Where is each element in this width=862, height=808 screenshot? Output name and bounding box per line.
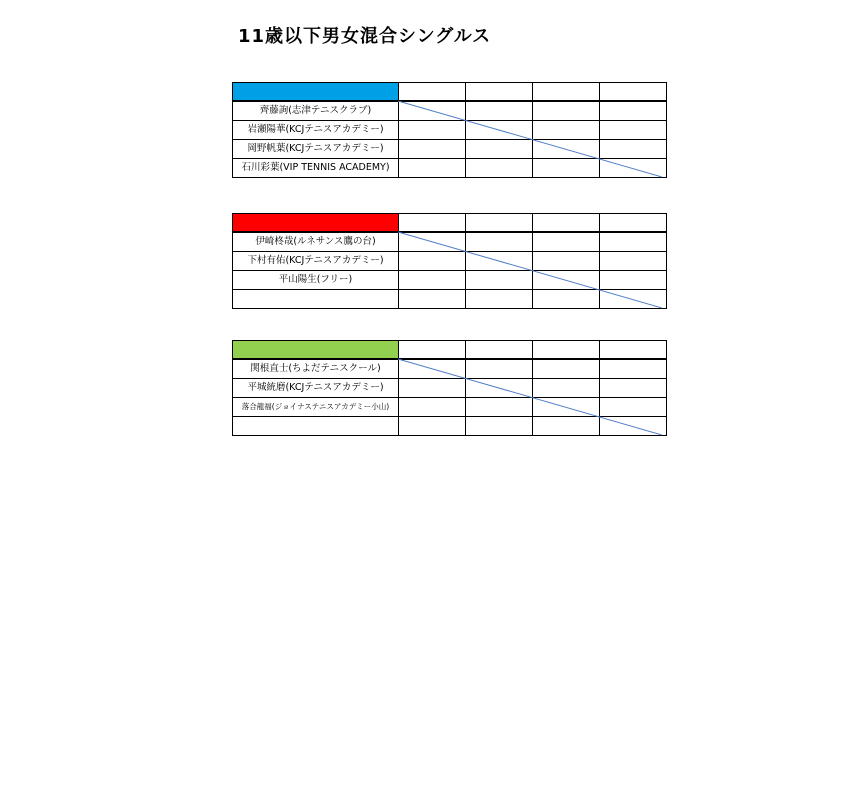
result-cell [533, 232, 600, 252]
player-row [233, 271, 667, 290]
result-cell [600, 359, 667, 379]
group-color-cell [233, 83, 399, 102]
player-name: 岡野帆葉(KCJテニスアカデミー) [233, 140, 399, 159]
result-cell [533, 121, 600, 140]
result-cell [399, 290, 466, 309]
header-cell [533, 83, 600, 102]
result-cell [399, 232, 466, 252]
result-cell [466, 101, 533, 121]
result-cell [399, 417, 466, 436]
group-header-row [233, 83, 667, 102]
player-name: 伊崎柊哉(ルネサンス鷹の台) [233, 232, 399, 252]
result-cell [533, 398, 600, 417]
result-cell [533, 252, 600, 271]
result-cell [533, 290, 600, 309]
group-header-row [233, 214, 667, 233]
player-row [233, 290, 667, 309]
page-title: 11歳以下男女混合シングルス [238, 26, 492, 47]
result-cell [399, 359, 466, 379]
result-cell [399, 398, 466, 417]
result-cell [600, 159, 667, 178]
header-cell [600, 83, 667, 102]
header-cell [600, 214, 667, 233]
player-row [233, 379, 667, 398]
player-row [233, 359, 667, 379]
player-row [233, 232, 667, 252]
result-cell [600, 140, 667, 159]
header-cell [466, 83, 533, 102]
result-cell [466, 290, 533, 309]
player-name: 岩瀬陽華(KCJテニスアカデミー) [233, 121, 399, 140]
player-row [233, 252, 667, 271]
result-cell [600, 121, 667, 140]
player-row [233, 121, 667, 140]
result-cell [466, 417, 533, 436]
group-header-row [233, 341, 667, 360]
result-cell [466, 379, 533, 398]
header-cell [533, 341, 600, 360]
result-cell [466, 271, 533, 290]
result-cell [466, 398, 533, 417]
player-name: 下村有佑(KCJテニスアカデミー) [233, 252, 399, 271]
result-cell [533, 359, 600, 379]
result-cell [466, 140, 533, 159]
result-cell [600, 290, 667, 309]
result-cell [466, 121, 533, 140]
player-name: 齊藤詢(志津テニスクラブ) [233, 101, 399, 121]
player-row [233, 159, 667, 178]
player-name [233, 417, 399, 436]
player-row [233, 417, 667, 436]
group-b-table [232, 213, 662, 309]
player-name: 落合龍福(ジョイナステニスアカデミー小山) [233, 398, 399, 417]
result-cell [533, 140, 600, 159]
header-cell [399, 214, 466, 233]
result-cell [466, 252, 533, 271]
result-cell [533, 101, 600, 121]
result-cell [399, 252, 466, 271]
header-cell [600, 341, 667, 360]
result-cell [533, 271, 600, 290]
result-cell [466, 159, 533, 178]
result-cell [600, 271, 667, 290]
player-row [233, 140, 667, 159]
group-a-table [232, 82, 662, 178]
player-name: 平山陽生(フリー) [233, 271, 399, 290]
result-cell [399, 140, 466, 159]
result-cell [466, 359, 533, 379]
result-cell [600, 101, 667, 121]
result-cell [399, 121, 466, 140]
player-row [233, 398, 667, 417]
group-color-cell [233, 214, 399, 233]
result-cell [600, 252, 667, 271]
result-cell [399, 379, 466, 398]
header-cell [399, 341, 466, 360]
result-cell [600, 232, 667, 252]
result-cell [600, 379, 667, 398]
player-name: 石川彩葉(VIP TENNIS ACADEMY) [233, 159, 399, 178]
header-cell [399, 83, 466, 102]
result-cell [533, 417, 600, 436]
header-cell [533, 214, 600, 233]
player-name: 関根直士(ちよだテニスクール) [233, 359, 399, 379]
header-cell [466, 214, 533, 233]
result-cell [600, 398, 667, 417]
result-cell [533, 159, 600, 178]
result-cell [466, 232, 533, 252]
player-name: 平城統磨(KCJテニスアカデミー) [233, 379, 399, 398]
group-c-table [232, 340, 662, 436]
result-cell [600, 417, 667, 436]
player-name [233, 290, 399, 309]
player-row [233, 101, 667, 121]
result-cell [399, 271, 466, 290]
group-color-cell [233, 341, 399, 360]
result-cell [399, 159, 466, 178]
result-cell [399, 101, 466, 121]
result-cell [533, 379, 600, 398]
header-cell [466, 341, 533, 360]
